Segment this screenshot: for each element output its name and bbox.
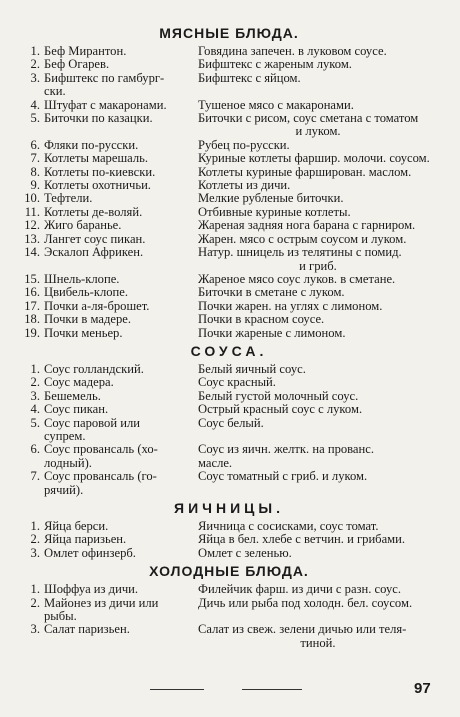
dish-description: Биточки с рисом, соус сметана с томатом — [198, 111, 419, 126]
menu-item-row — [20, 313, 438, 326]
menu-item-row — [20, 273, 438, 286]
dish-name — [44, 125, 192, 138]
dish-name: Соус пикан. — [44, 402, 109, 417]
dish-name: Бешемель. — [44, 388, 101, 403]
dish-name: Бифштекс по гамбург- — [44, 70, 165, 85]
dish-name: Соус мадера. — [44, 375, 114, 390]
dish-description: Жареная задняя нога барана с гарниром. — [198, 218, 416, 233]
dish-name: Беф Мирантон. — [44, 44, 127, 58]
dish-description: Соус белый. — [198, 415, 264, 430]
menu-item-row — [20, 139, 438, 152]
dish-name — [44, 260, 192, 273]
item-number: 1. — [30, 361, 40, 376]
dish-description: Яйца в бел. хлебе с ветчин. и грибами. — [198, 532, 406, 547]
item-number — [20, 85, 44, 98]
dish-name: Омлет офинзерб. — [44, 545, 136, 560]
item-number: 14. — [24, 245, 40, 260]
footer-rule-right — [242, 689, 302, 690]
dish-name: супрем. — [44, 428, 86, 443]
menu-item-row — [20, 233, 438, 246]
dish-name: Соус паровой или — [44, 415, 140, 430]
dish-description: Белый густой молочный соус. — [198, 388, 359, 403]
item-number: 11. — [24, 204, 40, 219]
dish-name: Штуфат с макаронами. — [44, 97, 167, 112]
item-number: 6. — [30, 137, 40, 152]
dish-description: Бифштекс с яйцом. — [198, 70, 301, 85]
dish-description: Мелкие рубленые биточки. — [198, 191, 344, 206]
dish-description: Омлет с зеленью. — [198, 545, 292, 560]
item-number: 8. — [30, 164, 40, 179]
item-number: 3. — [30, 545, 40, 560]
dish-description: Котлеты из дичи. — [198, 178, 291, 193]
menu-item-row — [20, 403, 438, 416]
footer-rule-left — [150, 689, 204, 690]
menu-item-row — [20, 363, 438, 376]
dish-description: Острый красный соус с луком. — [198, 402, 363, 417]
dish-description: Рубец по-русски. — [198, 137, 290, 152]
dish-description: Бифштекс с жареным луком. — [198, 57, 352, 72]
item-number: 1. — [30, 582, 40, 597]
dish-name: Соус голландский. — [44, 361, 144, 376]
dish-name: Цвибель-клопе. — [44, 285, 129, 300]
menu-item-row — [20, 390, 438, 403]
menu-item-row — [20, 192, 438, 205]
dish-name: рыбы. — [44, 609, 77, 624]
item-number: 2. — [30, 595, 40, 610]
dish-description: Жареное мясо соус луков. в сметане. — [198, 271, 396, 286]
dish-description: Почки жарен. на углях с лимоном. — [198, 298, 383, 313]
item-number: 17. — [24, 298, 40, 313]
menu-item-row — [20, 443, 438, 456]
dish-description: Дичь или рыба под холодн. бел. соусом. — [198, 595, 413, 610]
item-number: 15. — [24, 271, 40, 286]
menu-item-row — [20, 125, 438, 138]
menu-item-row — [20, 179, 438, 192]
menu-item-row — [20, 206, 438, 219]
menu-item-row — [20, 85, 438, 98]
item-number — [20, 484, 44, 497]
menu-item-row — [20, 286, 438, 299]
dish-description: Отбивные куриные котлеты. — [198, 204, 351, 219]
item-number — [20, 637, 44, 650]
dish-name: Салат паризьен. — [44, 622, 130, 637]
dish-name: Котлеты марешаль. — [44, 151, 149, 166]
page-footer — [0, 680, 460, 700]
item-number: 5. — [30, 415, 40, 430]
item-number: 18. — [24, 312, 40, 327]
dish-description: тиной. — [300, 635, 336, 650]
dish-name: Эскалоп Африкен. — [44, 245, 144, 260]
dish-name: Почки а-ля-брошет. — [44, 298, 150, 313]
menu-content — [20, 25, 438, 650]
dish-description: Почки в красном соусе. — [198, 312, 325, 327]
item-number: 7. — [30, 469, 40, 484]
item-number — [20, 260, 44, 273]
dish-name: Почки в мадере. — [44, 312, 132, 327]
menu-item-row — [20, 99, 438, 112]
section-heading: ЯИЧНИЦЫ. — [174, 500, 284, 516]
menu-item-row — [20, 246, 438, 259]
menu-item-row — [20, 152, 438, 165]
dish-description: Куриные котлеты фаршир. молочи. соусом. — [198, 151, 430, 166]
item-number: 3. — [30, 70, 40, 85]
menu-item-row — [20, 623, 438, 636]
dish-description — [192, 85, 438, 98]
dish-name: Котлеты по-киевски. — [44, 164, 156, 179]
dish-description: Почки жареные с лимоном. — [198, 325, 346, 340]
menu-item-row — [20, 547, 438, 560]
item-number: 12. — [24, 218, 40, 233]
item-number: 7. — [30, 151, 40, 166]
dish-name: Яйца берси. — [44, 519, 109, 533]
dish-description — [192, 610, 438, 623]
dish-name: ски. — [44, 84, 66, 99]
menu-item-row — [20, 583, 438, 596]
menu-item-row — [20, 484, 438, 497]
item-number: 16. — [24, 285, 40, 300]
dish-description: Белый яичный соус. — [198, 361, 306, 376]
dish-description: Биточки в сметане с луком. — [198, 285, 345, 300]
dish-name: Яйца паризьен. — [44, 532, 127, 547]
dish-description: и гриб. — [299, 258, 337, 273]
menu-item-row — [20, 376, 438, 389]
menu-item-row — [20, 533, 438, 546]
dish-name: Беф Огарев. — [44, 57, 110, 72]
dish-description: и луком. — [295, 124, 341, 139]
item-number: 3. — [30, 388, 40, 403]
menu-item-row — [20, 112, 438, 125]
dish-description: Жарен. мясо с острым соусом и луком. — [198, 231, 407, 246]
menu-item-row — [20, 166, 438, 179]
item-number: 2. — [30, 57, 40, 72]
dish-name: Соус провансаль (го- — [44, 469, 157, 484]
dish-name: Шоффуа из дичи. — [44, 582, 139, 597]
dish-name — [44, 637, 192, 650]
menu-item-row — [20, 300, 438, 313]
menu-item-row — [20, 637, 438, 650]
item-number: 5. — [30, 111, 40, 126]
menu-item-row — [20, 260, 438, 273]
menu-item-row — [20, 72, 438, 85]
dish-name: Котлеты де-воляй. — [44, 204, 143, 219]
menu-item-row — [20, 457, 438, 470]
item-number: 9. — [30, 178, 40, 193]
item-number: 2. — [30, 532, 40, 547]
dish-name: рячий). — [44, 482, 84, 497]
menu-item-row — [20, 610, 438, 623]
dish-description: Котлеты куриные фарширован. маслом. — [198, 164, 412, 179]
dish-description: Соус красный. — [198, 375, 276, 390]
dish-name: Шнель-клопе. — [44, 271, 120, 286]
item-number: 1. — [30, 44, 40, 58]
item-number: 4. — [30, 97, 40, 112]
section-heading: МЯСНЫЕ БЛЮДА. — [159, 25, 299, 41]
dish-name: Биточки по казацки. — [44, 111, 153, 126]
dish-description: Салат из свеж. зелени дичью или теля- — [198, 622, 407, 637]
item-number — [20, 125, 44, 138]
dish-name: Жиго бараньe. — [44, 218, 122, 233]
dish-description: Соус томатный с гриб. и луком. — [198, 469, 368, 484]
menu-item-row — [20, 597, 438, 610]
dish-description: Соус из яичн. желтк. на прованс. — [198, 442, 375, 457]
dish-description: Говядина запечен. в луковом соусе. — [198, 44, 387, 58]
item-number: 19. — [24, 325, 40, 340]
item-number — [20, 430, 44, 443]
page-number: 97 — [414, 680, 431, 697]
menu-item-row — [20, 327, 438, 340]
dish-description: Тушеное мясо с макаронами. — [198, 97, 354, 112]
menu-item-row — [20, 430, 438, 443]
menu-item-row — [20, 470, 438, 483]
dish-name: лодный). — [44, 455, 92, 470]
section-heading: ХОЛОДНЫЕ БЛЮДА. — [149, 563, 309, 580]
dish-description — [192, 430, 438, 443]
dish-name: Соус провансаль (хо- — [44, 442, 158, 457]
item-number: 1. — [30, 519, 40, 533]
item-number: 13. — [24, 231, 40, 246]
item-number: 4. — [30, 402, 40, 417]
item-number: 6. — [30, 442, 40, 457]
dish-description: Яичница с сосисками, соус томат. — [198, 519, 379, 533]
dish-name: Котлеты охотничьи. — [44, 178, 151, 193]
dish-description: Филейчик фарш. из дичи с разн. соус. — [198, 582, 401, 597]
dish-name: Майонез из дичи или — [44, 595, 159, 610]
item-number: 3. — [30, 622, 40, 637]
dish-name: Фляки по-русски. — [44, 137, 139, 152]
menu-item-row — [20, 58, 438, 71]
item-number: 10. — [24, 191, 40, 206]
dish-description: масле. — [198, 455, 233, 470]
dish-description: Натур. шницель из телятины с помид. — [198, 245, 402, 260]
dish-name: Тефтели. — [44, 191, 93, 206]
menu-item-row — [20, 219, 438, 232]
section-heading: СОУСА. — [190, 342, 268, 359]
menu-item-row — [20, 45, 438, 58]
dish-description — [192, 484, 438, 497]
item-number — [20, 610, 44, 623]
menu-item-row — [20, 520, 438, 533]
dish-name: Лангет соус пикан. — [44, 231, 146, 246]
menu-item-row — [20, 417, 438, 430]
item-number: 2. — [30, 375, 40, 390]
dish-name: Почки меньер. — [44, 325, 123, 340]
item-number — [20, 457, 44, 470]
